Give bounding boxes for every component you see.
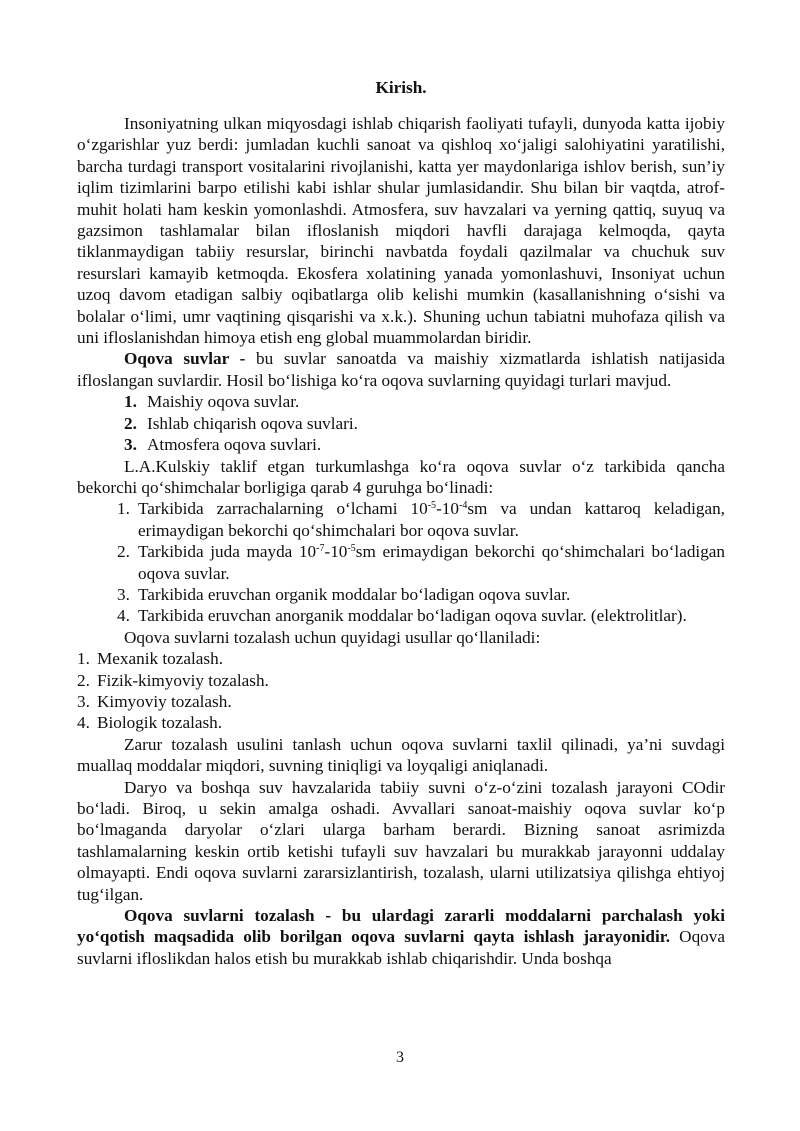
rivers-paragraph: Daryo va boshqa suv havzalarida tabiiy suvni o‘z-o‘zini tozalash jarayoni COdir bo‘ladi. Biroq, u sekin amalga oshadi. Avvallari sanoat-maishiy oqova suvlar ko‘p bo‘lmaganda daryolar o‘zlari ularga barham berardi. Bizning sanoat asrimizda tashlamalarning keskin ortib ketishi tufayli suv havzalari bu murakkab jarayonni uddalay olmayapti. Endi oqova suvlarni zararsizlantirish, tozalash, ularni utilizatsiya qilishga ehtiyoj tug‘ilgan.	[77, 777, 725, 904]
list-number: 1.	[77, 649, 90, 669]
list-number: 4.	[117, 606, 130, 626]
classification-paragraph: L.A.Kulskiy taklif etgan turkumlashga ko‘ra oqova suvlar o‘z tarkibida qancha bekorchi qo‘shimchalar borligiga qarab 4 guruhga bo‘linadi:	[77, 456, 725, 497]
list-item	[77, 648, 725, 669]
exponent: -5	[427, 500, 437, 512]
list-text: Atmosfera oqova suvlari.	[147, 435, 322, 455]
list-item	[77, 605, 725, 626]
list-item	[77, 584, 725, 605]
list-number: 4.	[77, 713, 90, 733]
list-number: 3.	[117, 584, 130, 604]
list-number: 2.	[77, 670, 90, 690]
list-item	[77, 434, 725, 455]
list-item	[77, 712, 725, 733]
conclusion-definition: Oqova suvlarni tozalash - bu ulardagi zararli moddalarni parchalash yoki yo‘qotish maqsadida olib borilgan oqova suvlarni qayta ishlash jarayonidir.	[77, 906, 725, 947]
list-text: sm va undan kattaroq keladigan, erimaydigan bekorchi qo‘shimchalari bor oqova suvlar.	[138, 499, 725, 540]
definition-text: bu suvlar sanoatda va maishiy xizmatlarda ishlatish natijasida ifloslangan suvlardir. Hosil bo‘lishiga ko‘ra oqova suvlarning quyidagi turlari mavjud.	[77, 349, 725, 390]
exponent: -7	[316, 543, 325, 555]
list-text: Tarkibida juda mayda 10	[138, 542, 317, 562]
list-item	[77, 391, 725, 412]
list-item	[77, 498, 725, 541]
intro-paragraph: Insoniyatning ulkan miqyosdagi ishlab chiqarish faoliyati tufayli, dunyoda katta ijobiy o‘zgarishlar yuz berdi: jumladan kuchli sanoat va qishloq xo‘jaligi salohiyatini yaratilishi, barcha turdagi transport vositalarini rivojlanishi, katta yer maydonlariga ishlov berish, sun’iy iqlim tizimlarini barpo etilishi kabi ishlar shular jumlasidandir. Shu bilan bir vaqtda, atrof-muhit holati ham keskin yomonlashdi. Atmosfera, suv havzalari va yerning qattiq, suyuq va gazsimon tashlamalar bilan ifloslanish miqdori havfli darajaga kelmoqda, qayta tiklanmaydigan tabiiy resurslar, birinchi navbatda foydali qazilmalar va chuchuk suv resurslari kamayib ketmoqda. Ekosfera xolatining yanada yomonlashuvi, Insoniyat uchun uzoq davom etadigan salbiy oqibatlarga olib kelishi mumkin (kasallanishning o‘sishi va bolalar o‘limi, umr vaqtining qisqarishi va x.k.). Shuning uchun tabiatni muhofaza qilish va uni ifloslanishdan himoya etish eng global muammolardan biridir.	[77, 114, 725, 348]
definition-term: Oqova suvlar -	[124, 349, 246, 369]
list-number: 1.	[117, 499, 130, 519]
list-text: -10	[324, 542, 348, 562]
list-text: Fizik-kimyoviy tozalash.	[97, 670, 269, 690]
conclusion-paragraph	[77, 905, 725, 969]
analysis-paragraph: Zarur tozalash usulini tanlash uchun oqova suvlarni taxlil qilinadi, ya’ni suvdagi muallaq moddalar miqdori, suvning tiniqligi va loyqaligi aniqlanadi.	[77, 734, 725, 776]
page-title: Kirish.	[375, 78, 427, 97]
list-text: Kimyoviy tozalash.	[97, 691, 232, 711]
list-number: 2.	[124, 413, 137, 433]
definition-paragraph	[77, 348, 725, 391]
list-text: Tarkibida eruvchan organik moddalar bo‘ladigan oqova suvlar.	[138, 584, 571, 604]
list-number: 2.	[117, 542, 130, 562]
impurity-groups-list	[77, 498, 725, 626]
list-item	[77, 670, 725, 691]
list-text: Mexanik tozalash.	[97, 649, 224, 669]
list-text: Ishlab chiqarish oqova suvlari.	[147, 413, 358, 433]
treatment-methods-list	[77, 648, 725, 734]
list-item	[77, 413, 725, 434]
list-text: Biologik tozalash.	[97, 713, 223, 733]
list-number: 3.	[124, 435, 137, 455]
page-number: 3	[396, 1049, 404, 1066]
list-text: Tarkibida zarrachalarning o‘lchami 10	[138, 499, 428, 519]
list-number: 1.	[124, 392, 137, 412]
list-text: -10	[436, 499, 459, 519]
exponent: -4	[458, 500, 468, 512]
list-number: 3.	[77, 691, 90, 711]
conclusion-text: Oqova suvlarni ifloslikdan halos etish bu murakkab ishlab chiqarishdir. Unda boshqa	[77, 927, 725, 968]
list-item	[77, 541, 725, 584]
list-text: sm erimaydigan bekorchi qo‘shimchalari bo‘ladigan oqova suvlar.	[138, 542, 726, 583]
document-page	[77, 77, 725, 969]
methods-intro-paragraph: Oqova suvlarni tozalash uchun quyidagi usullar qo‘llaniladi:	[124, 627, 541, 647]
list-item	[77, 691, 725, 712]
list-text: Maishiy oqova suvlar.	[147, 392, 300, 412]
exponent: -5	[347, 543, 356, 555]
wastewater-types-list	[77, 391, 725, 455]
list-text: Tarkibida eruvchan anorganik moddalar bo‘ladigan oqova suvlar. (elektrolitlar).	[138, 606, 687, 626]
